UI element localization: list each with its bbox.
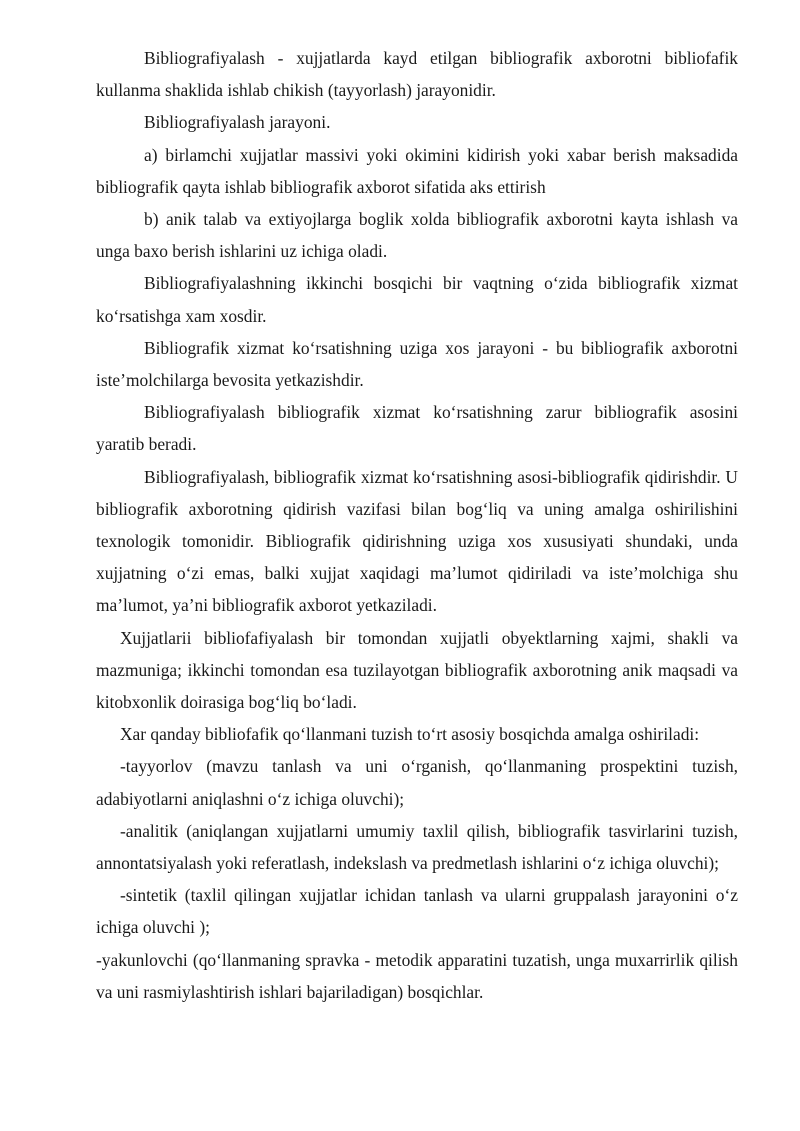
paragraph-item-b: b) anik talab va extiyojlarga boglik xolda bibliografik axborotni kayta ishlash va unga baxo berish ishlarini uz ichiga oladi.	[96, 209, 738, 262]
document-page	[96, 42, 738, 1008]
list-item-synthetic: -sintetik (taxlil qilingan xujjatlar ichidan tanlash va ularni gruppalash jarayonini o‘z ichiga oluvchi );	[96, 885, 738, 938]
paragraph-second-stage: Bibliografiyalashning ikkinchi bosqichi bir vaqtning o‘zida bibliografik xizmat ko‘rsatishga xam xosdir.	[96, 273, 738, 326]
paragraph-four-stages: Xar qanday bibliofafik qo‘llanmani tuzish to‘rt asosiy bosqichda amalga oshiriladi:	[120, 724, 700, 745]
list-item-preparatory: -tayyorlov (mavzu tanlash va uni o‘rganish, qo‘llanmaning prospektini tuzish, adabiyotlarni aniqlashni o‘z ichiga oluvchi);	[96, 756, 738, 809]
paragraph-document-bibliography: Xujjatlarii bibliofafiyalash bir tomondan xujjatli obyektlarning xajmi, shakli va mazmuniga; ikkinchi tomondan esa tuzilayotgan bibliografik axborotning anik maqsadi va kitobxonlik doirasiga bog‘liq bo‘ladi.	[96, 627, 738, 713]
paragraph-service-basis: Bibliografiyalash bibliografik xizmat ko‘rsatishning zarur bibliografik asosini yaratib beradi.	[96, 402, 738, 455]
paragraph-service-process: Bibliografik xizmat ko‘rsatishning uziga xos jarayoni - bu bibliografik axborotni iste’molchilarga bevosita yetkazishdir.	[96, 337, 738, 391]
list-item-analytical: -analitik (aniqlangan xujjatlarni umumiy taxlil qilish, bibliografik tasvirlarini tuzish, annontatsiyalash yoki referatlash, indekslash va predmetlash ishlarini o‘z ichiga oluvchi);	[96, 820, 738, 874]
paragraph-bibliographic-search: Bibliografiyalash, bibliografik xizmat ko‘rsatishning asosi-bibliografik qidirishdir. U bibliografik axborotning qidirish vazifasi bilan bog‘liq va uning amalga oshirilishini texnologik tomonidir. Bibliografik qidirishning uziga xos xususiyati shundaki, unda xujjatning o‘zi emas, balki xujjat xaqidagi ma’lumot qidiriladi va iste’molchiga shu ma’lumot, ya’ni bibliografik axborot yetkaziladi.	[96, 466, 738, 616]
paragraph-definition: Bibliografiyalash - xujjatlarda kayd etilgan bibliografik axborotni bibliofafik kullanma shaklida ishlab chikish (tayyorlash) jarayonidir.	[96, 48, 738, 101]
paragraph-process-heading: Bibliografiyalash jarayoni.	[144, 112, 331, 133]
list-item-final: -yakunlovchi (qo‘llanmaning spravka - metodik apparatini tuzatish, unga muxarrirlik qilish va uni rasmiylashtirish ishlari bajariladigan) bosqichlar.	[96, 949, 738, 1002]
paragraph-item-a: a) birlamchi xujjatlar massivi yoki okimini kidirish yoki xabar berish maksadida bibliografik qayta ishlab bibliografik axborot sifatida aks ettirish	[96, 144, 738, 197]
